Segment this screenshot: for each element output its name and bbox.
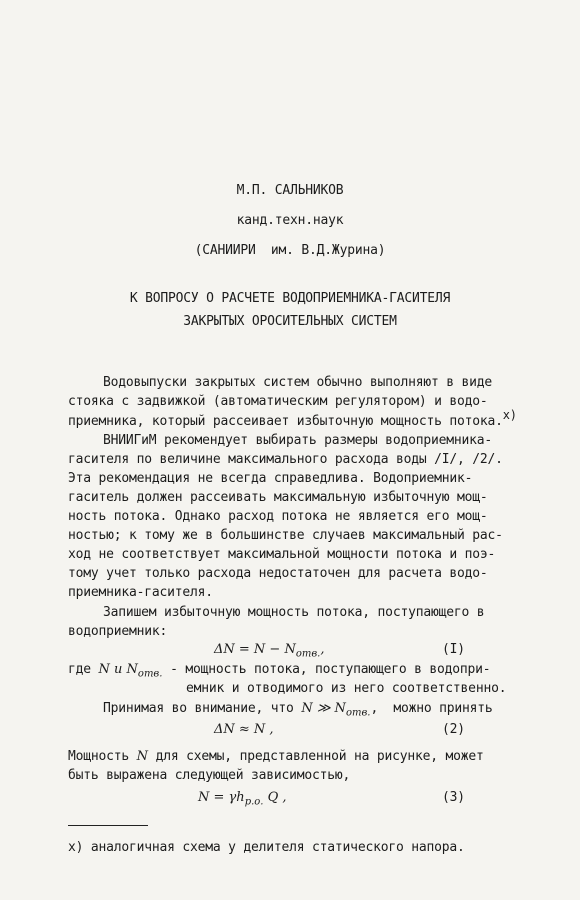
paragraph-line: гаситель должен рассеивать максимальную избыточную мощ-: [68, 490, 488, 505]
paragraph-line: ВНИИГиМ рекомендует выбирать размеры водоприемника-: [103, 433, 492, 448]
paragraph-line: водоприемник:: [68, 624, 168, 639]
paragraph-text: приемника, который рассеивает избыточную мощность потока.: [68, 414, 503, 429]
paragraph-line: приемника-гасителя.: [68, 585, 213, 600]
footnote-marker: x): [502, 408, 517, 422]
author-degree: канд.техн.наук: [236, 213, 344, 228]
paragraph-line: тому учет только расхода недостаточен для расчета водо-: [68, 566, 488, 581]
paragraph-line: Запишем избыточную мощность потока, поступающего в: [103, 605, 485, 620]
paragraph-line: емник и отводимого из него соответственно.: [186, 681, 507, 696]
equation-2-number: (2): [442, 722, 465, 737]
footnote-divider: [68, 825, 148, 826]
paragraph-line: гасителя по величине максимального расхода воды /I/, /2/.: [68, 452, 503, 467]
paragraph-line: Принимая во внимание, что N ≫ $N_{отв.}$, можно принять: [103, 701, 493, 719]
author-name: М.П. САЛЬНИКОВ: [236, 183, 344, 198]
title-line-2: ЗАКРЫТЫХ ОРОСИТЕЛЬНЫХ СИСТЕМ: [183, 314, 397, 329]
paragraph-line: ностью; к тому же в большинстве случаев максимальный рас-: [68, 528, 503, 543]
title-line-1: К ВОПРОСУ О РАСЧЕТЕ ВОДОПРИЕМНИКА-ГАСИТЕЛЯ: [129, 291, 451, 306]
paragraph-line: быть выражена следующей зависимостью,: [68, 768, 351, 783]
paragraph-line: Эта рекомендация не всегда справедлива. Водоприемник-: [68, 471, 473, 486]
paragraph-line: [68, 408, 517, 430]
paragraph-line: ность потока. Однако расход потока не является его мощ-: [68, 509, 488, 524]
equation-2: ΔN ≈ N ,: [214, 722, 274, 737]
equation-3: $N = \gamma h_{р.о.}$ Q ,: [198, 790, 287, 808]
footnote-text: x) аналогичная схема у делителя статического напора.: [68, 840, 465, 855]
paragraph-line: ход не соответствует максимальной мощности потока и поэ-: [68, 547, 496, 562]
equation-1: $\Delta N = N - N_{отв.}$,: [214, 642, 325, 660]
equation-3-number: (3): [442, 790, 465, 805]
paragraph-line: Водовыпуски закрытых систем обычно выполняют в виде: [103, 375, 492, 390]
paragraph-line: стояка с задвижкой (автоматическим регулятором) и водо-: [68, 394, 488, 409]
author-affiliation: (САНИИРИ им. В.Д.Журина): [194, 243, 386, 258]
paragraph-line: Мощность N для схемы, представленной на рисунке, может: [68, 749, 484, 764]
paragraph-line: где N и $N_{отв.}$ - мощность потока, поступающего в водопри-: [68, 662, 491, 680]
equation-1-number: (I): [442, 642, 465, 657]
